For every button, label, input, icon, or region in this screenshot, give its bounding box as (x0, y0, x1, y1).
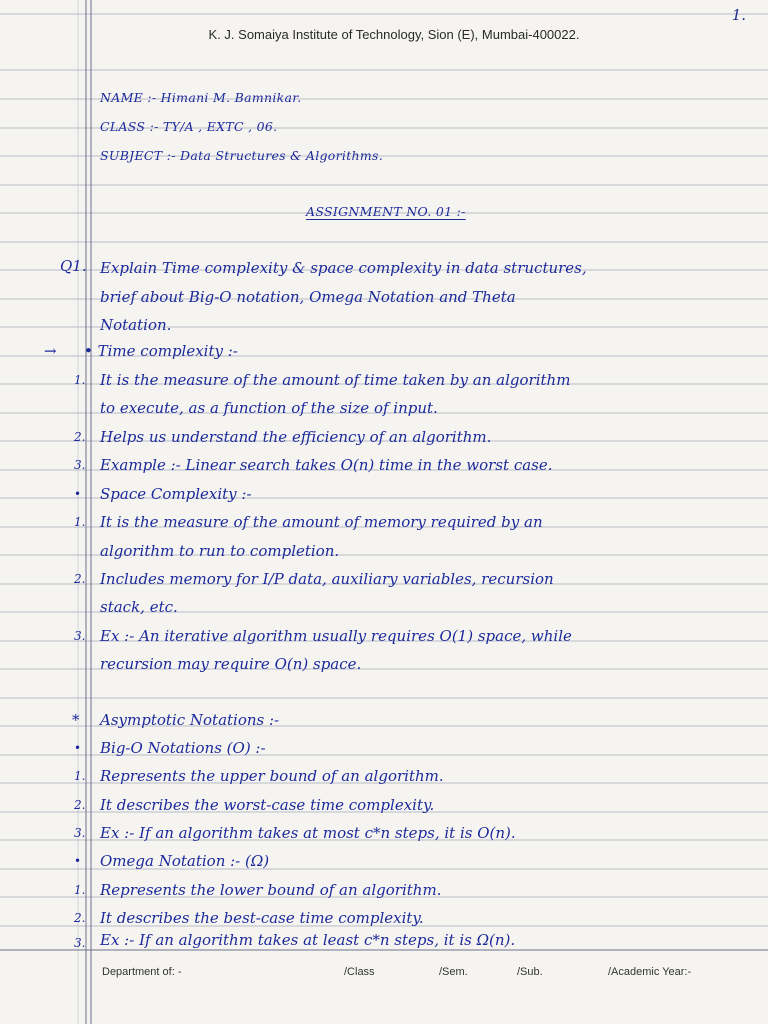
question-line-3: Notation. (100, 316, 172, 334)
big-o-bullet: • (74, 741, 82, 755)
big-o-item-3-num: 3. (74, 826, 86, 840)
question-line-2: brief about Big-O notation, Omega Notation and Theta (100, 288, 516, 306)
sc-item-1-num: 1. (74, 515, 86, 529)
question-label: Q1. (60, 257, 87, 275)
tc-item-1-line-2: to execute, as a function of the size of input. (100, 399, 438, 417)
omega-item-2-num: 2. (74, 911, 86, 925)
sc-item-2-line-1: Includes memory for I/P data, auxiliary variables, recursion (100, 570, 554, 588)
footer-sem: /Sem. (439, 966, 468, 978)
sc-item-2-num: 2. (74, 572, 86, 586)
omega-bullet: • (74, 854, 82, 868)
footer-academic-year: /Academic Year:- (608, 966, 692, 978)
tc-item-1-num: 1. (74, 373, 86, 387)
space-complexity-heading: Space Complexity :- (100, 485, 252, 503)
class-line: CLASS :- TY/A , EXTC , 06. (100, 119, 278, 134)
omega-heading: Omega Notation :- (Ω) (100, 852, 270, 870)
footer-class: /Class (344, 966, 375, 978)
sc-bullet: • (74, 487, 82, 501)
assignment-title: ASSIGNMENT NO. 01 :- (306, 204, 466, 219)
big-o-heading: Big-O Notations (O) :- (100, 739, 266, 757)
sc-item-3-line-1: Ex :- An iterative algorithm usually requires O(1) space, while (100, 627, 572, 645)
question-line-1: Explain Time complexity & space complexity in data structures, (100, 259, 587, 277)
asymptotic-star: * (72, 711, 80, 729)
sc-item-1-line-1: It is the measure of the amount of memory required by an (100, 513, 543, 531)
sc-item-2-line-2: stack, etc. (100, 598, 178, 616)
name-line: NAME :- Himani M. Bamnikar. (100, 90, 302, 105)
big-o-item-1-num: 1. (74, 769, 86, 783)
tc-item-2-line-1: Helps us understand the efficiency of an algorithm. (100, 428, 492, 446)
time-complexity-heading: • Time complexity :- (84, 342, 238, 360)
subject-line: SUBJECT :- Data Structures & Algorithms. (100, 148, 384, 163)
big-o-item-1: Represents the upper bound of an algorithm. (100, 767, 444, 785)
footer-sub: /Sub. (517, 966, 543, 978)
sc-item-3-line-2: recursion may require O(n) space. (100, 655, 362, 673)
page-number: 1. (731, 6, 746, 24)
omega-item-3-num: 3. (74, 936, 86, 950)
tc-item-1-line-1: It is the measure of the amount of time taken by an algorithm (100, 371, 571, 389)
tc-item-3-num: 3. (74, 458, 86, 472)
omega-item-2: It describes the best-case time complexity. (100, 909, 424, 927)
omega-item-1-num: 1. (74, 883, 86, 897)
arrow-mark: → (44, 342, 57, 360)
page-footer (0, 966, 768, 986)
omega-item-1: Represents the lower bound of an algorithm. (100, 881, 442, 899)
sc-item-3-num: 3. (74, 629, 86, 643)
sc-item-1-line-2: algorithm to run to completion. (100, 542, 340, 560)
omega-item-3: Ex :- If an algorithm takes at least c*n steps, it is Ω(n). (100, 931, 516, 949)
big-o-item-2-num: 2. (74, 798, 86, 812)
tc-item-2-num: 2. (74, 430, 86, 444)
footer-department: Department of: - (102, 966, 182, 978)
institute-header: K. J. Somaiya Institute of Technology, Sion (E), Mumbai-400022. (208, 27, 580, 42)
big-o-item-2: It describes the worst-case time complexity. (100, 796, 435, 814)
big-o-item-3: Ex :- If an algorithm takes at most c*n steps, it is O(n). (100, 824, 516, 842)
tc-item-3-line-1: Example :- Linear search takes O(n) time in the worst case. (100, 456, 553, 474)
asymptotic-heading: Asymptotic Notations :- (100, 711, 280, 729)
